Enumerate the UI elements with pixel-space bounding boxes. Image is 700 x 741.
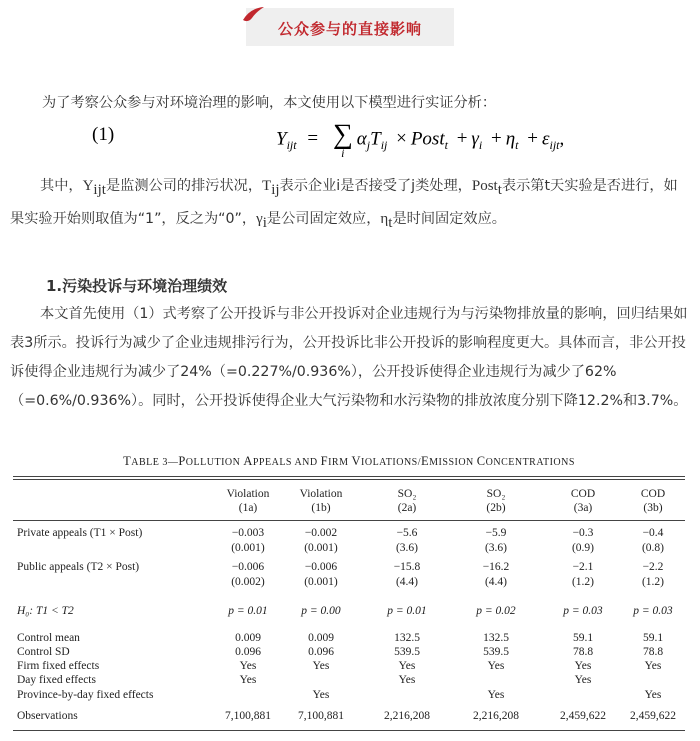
table-top-rule-2 (13, 479, 685, 480)
section-header (246, 8, 454, 46)
row-label-control-sd: Control SD (17, 646, 70, 658)
row-label-h0: H₀: T1 < T2 (17, 605, 74, 617)
table-header-rule (13, 520, 685, 521)
intro-paragraph: 为了考察公众参与对环境治理的影响，本文使用以下模型进行实证分析： (42, 95, 497, 111)
equation-number: (1) (92, 124, 115, 145)
results-table: TABLE 3—POLLUTION APPEALS AND FIRM VIOLATIONS/EMISSION CONCENTRATIONS Violation (1a) Violation (1b) SO₂ (2a) SO₂ (2b) COD (3a) COD (3b) Private appeals (T1 × Post) −0.003 −0.002 −5.6 −5.9 −0.3 −0.4 (0.001) (0.001) (3.6) (3.6) (0.9) (0.8) Public appeals (T2 × Post) −0.006 −0.006 −15.8 −16.2 −2.1 −2.2 (0.002) (0.001) (4.4) (4.4) (1.2) (1.2) H₀: T1 < T2 p = 0.01 p = 0.00 p = 0.01 p = 0.02 p = 0.03 p = 0.03 Control mean 0.009 0.009 132.5 132.5 59.1 59.1 Control SD 0.096 0.096 539.5 539.5 78.8 78.8 Firm fixed effects Yes Yes Yes Yes Yes Yes Day fixed effects Yes Yes Yes Province-by-day fixed effects Yes Yes Yes Observations 7,100,881 7,100,881 2,216,208 2,216,208 2,459,622 2,459,622 (13, 448, 685, 736)
equation (0, 118, 700, 162)
table-bottom-rule (13, 730, 685, 731)
table-title: TABLE 3—POLLUTION APPEALS AND FIRM VIOLATIONS/EMISSION CONCENTRATIONS (123, 454, 575, 468)
table-top-rule (13, 476, 685, 477)
row-label-public: Public appeals (T2 × Post) (17, 561, 140, 573)
subsection-title: 1.污染投诉与环境治理绩效 (46, 277, 228, 295)
explanation-paragraph: 其中，$Y_{ijt}$是监测公司的排污状况，$T_{ij}$表示企业i是否接受了j类处理，Post$_t$表示第t天实验是否进行，如果实验开始则取值为“1”，反之为“0”，$\gamma_i$是公司固定效应，$\eta_t$是时间固定效应。 (10, 178, 678, 231)
body-paragraph: 本文首先使用（1）式考察了公开投诉与非公开投诉对企业违规行为与污染物排放量的影响，回归结果如表3所示。投诉行为减少了企业违规排污行为，公开投诉比非公开投诉的影响程度更大。具体而言，非公开投诉使得企业违规行为减少了24%（=0.227%/0.936%），公开投诉使得企业违规行为减少了62%（=0.6%/0.936%）。同时，公开投诉使得企业大气污染物和水污染物的排放浓度分别下降12.2%和3.7%。 (10, 306, 688, 409)
brush-stroke-icon (240, 4, 266, 26)
row-label-firm-fe: Firm fixed effects (17, 660, 100, 672)
section-header-title: 公众参与的直接影响 (277, 20, 422, 38)
summation-icon: ∑ i (332, 119, 353, 160)
equation-body: $Y_{ijt}$ = ∑ i $\alpha_jT_{ij}$ × Post$_t$ + $\gamma_i + \eta_t + \varepsilon_{ijt}$, (276, 119, 565, 160)
row-label-private: Private appeals (T1 × Post) (17, 527, 143, 539)
row-label-province-fe: Province-by-day fixed effects (17, 689, 154, 701)
row-label-control-mean: Control mean (17, 632, 80, 644)
row-label-observations: Observations (17, 710, 78, 722)
row-label-day-fe: Day fixed effects (17, 674, 96, 686)
